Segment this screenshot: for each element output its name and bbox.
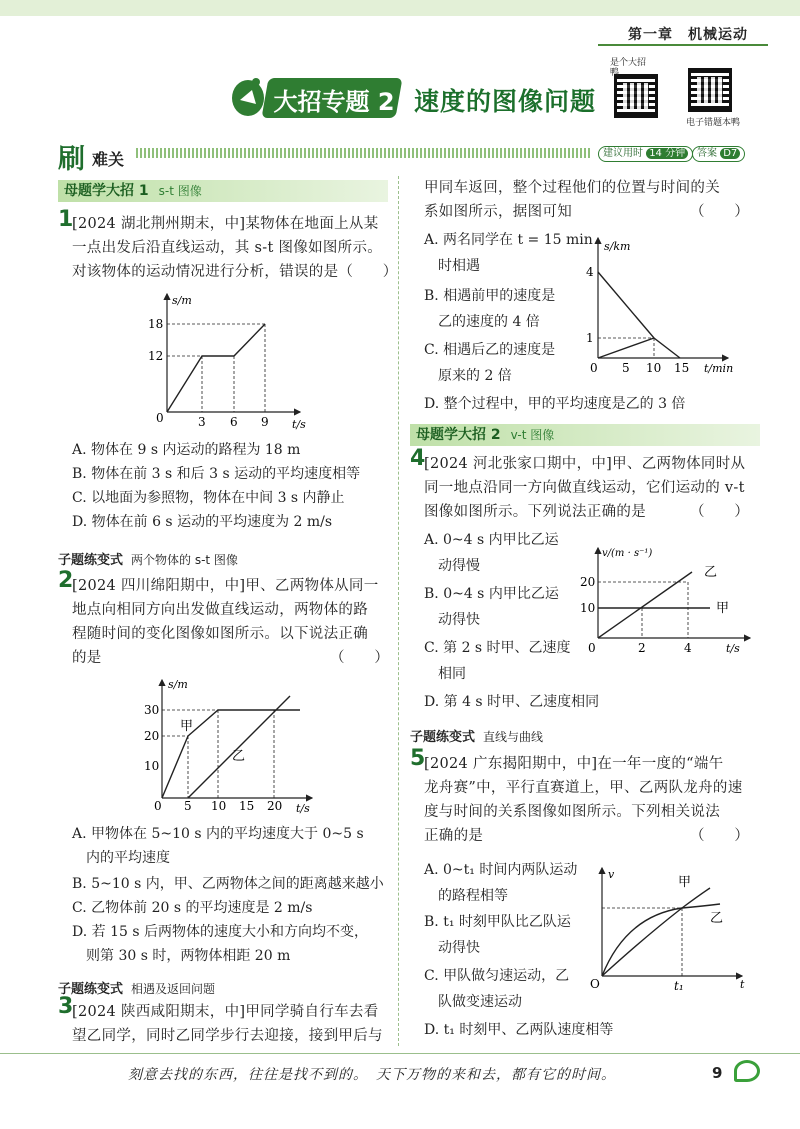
q3-option-c-cont[interactable]: 原来的 2 倍 xyxy=(424,368,512,384)
page-number: 9 xyxy=(712,1064,723,1082)
q1-ytick: 12 xyxy=(148,349,164,363)
q1-option-a[interactable]: A. 物体在 9 s 内运动的路程为 18 m xyxy=(72,442,301,458)
q5-number: 5 xyxy=(410,746,426,771)
q2-number: 2 xyxy=(58,568,74,593)
top-band xyxy=(0,0,800,16)
q5-option-b-cont[interactable]: 动得快 xyxy=(424,940,480,956)
q4-line-2: 同一地点沿同一方向做直线运动，它们运动的 v-t xyxy=(424,480,745,496)
q4-option-a[interactable]: A. 0~4 s 内甲比乙运 xyxy=(424,532,559,548)
q3-line-jia xyxy=(598,272,680,358)
footer-quote: 刻意去找的东西，往往是找不到的。 天下万物的来和去，都有它的时间。 xyxy=(128,1067,616,1083)
variant-header-1 xyxy=(58,549,238,568)
q2-xtick: 15 xyxy=(239,799,255,813)
q5-xtick: t₁ xyxy=(674,979,684,993)
q5-answer-paren[interactable]: （ ） xyxy=(690,828,750,844)
q2-line-3: 程随时间的变化图像如图所示。以下说法正确 xyxy=(72,626,368,642)
q5-option-a-cont[interactable]: 的路程相等 xyxy=(424,888,508,904)
q5-label-yi: 乙 xyxy=(710,911,724,926)
variant-2-sub: 相遇及返回问题 xyxy=(131,982,216,996)
q2-label-yi: 乙 xyxy=(232,749,246,764)
q3-answer-paren[interactable]: （ ） xyxy=(690,204,750,220)
q3-xtick: 5 xyxy=(622,361,630,375)
variant-header-3 xyxy=(410,726,543,745)
qr-code-right[interactable] xyxy=(688,68,732,112)
q1-number: 1 xyxy=(58,207,74,232)
q2-label-jia: 甲 xyxy=(180,719,194,734)
q5-option-c-cont[interactable]: 队做变速运动 xyxy=(424,994,522,1010)
q3-option-a-cont[interactable]: 时相遇 xyxy=(424,258,480,274)
q4-graph xyxy=(580,544,760,658)
q5-line-2: 龙舟赛”中，平行直赛道上，甲、乙两队龙舟的速 xyxy=(424,780,743,796)
q1-line-2: 一点出发后沿直线运动，其 s-t 图像如图所示。 xyxy=(72,240,383,256)
variant-2-title: 子题练变式 xyxy=(58,982,124,997)
q2-option-c[interactable]: C. 乙物体前 20 s 的平均速度是 2 m/s xyxy=(72,900,313,916)
section-header-1 xyxy=(58,180,388,202)
q5-curve-jia xyxy=(602,888,710,976)
q5-line-4: 正确的是 xyxy=(424,828,484,844)
variant-header-2 xyxy=(58,978,215,997)
q3-line-4: 系如图所示，据图可知 xyxy=(424,204,572,220)
q4-label-jia: 甲 xyxy=(716,601,730,616)
q3-option-b-cont[interactable]: 乙的速度的 4 倍 xyxy=(424,314,540,330)
q1-option-d[interactable]: D. 物体在前 6 s 运动的平均速度为 2 m/s xyxy=(72,514,333,530)
qr-code-left[interactable] xyxy=(614,74,658,118)
section-2-title: 母题学大招 2 xyxy=(416,427,501,443)
q2-ytick: 20 xyxy=(144,729,160,743)
q2-option-d[interactable]: D. 若 15 s 后两物体的速度大小和方向均不变， xyxy=(72,924,368,940)
q2-line-2: 地点向相同方向出发做直线运动，两物体的路 xyxy=(72,602,368,618)
section-2-sub: v-t 图像 xyxy=(510,428,555,442)
q4-ytick: 20 xyxy=(580,575,596,589)
q4-ytick: 10 xyxy=(580,601,596,615)
q4-option-b[interactable]: B. 0~4 s 内甲比乙运 xyxy=(424,586,559,602)
section-1-sub: s-t 图像 xyxy=(158,184,202,198)
q4-ylabel: v/(m · s⁻¹) xyxy=(602,548,653,559)
section-header-2 xyxy=(410,424,760,446)
difficulty-label: 难关 xyxy=(92,150,125,169)
q3-number: 3 xyxy=(58,994,74,1019)
q4-label-yi: 乙 xyxy=(704,565,718,580)
q3-graph xyxy=(584,234,744,380)
q1-line-1: [2024 湖北荆州期末，中]某物体在地面上从某 xyxy=(72,216,379,232)
q3-option-d[interactable]: D. 整个过程中，甲的平均速度是乙的 3 倍 xyxy=(424,396,686,412)
banner-tag: 大招专题 2 xyxy=(273,88,395,116)
q2-option-a[interactable]: A. 甲物体在 5~10 s 内的平均速度大于 0~5 s xyxy=(72,826,364,842)
q4-answer-paren[interactable]: （ ） xyxy=(690,504,750,520)
q3-xlabel: t/min xyxy=(704,362,734,375)
q2-graph xyxy=(140,674,320,814)
q2-origin: 0 xyxy=(154,799,162,813)
q2-option-b[interactable]: B. 5~10 s 内，甲、乙两物体之间的距离越来越小 xyxy=(72,876,384,892)
q3-option-c[interactable]: C. 相遇后乙的速度是 xyxy=(424,342,556,358)
q4-option-d[interactable]: D. 第 4 s 时甲、乙速度相同 xyxy=(424,694,600,710)
q5-option-b[interactable]: B. t₁ 时刻甲队比乙队运 xyxy=(424,914,571,930)
q2-xtick: 10 xyxy=(211,799,227,813)
q1-xtick: 3 xyxy=(198,415,206,429)
time-pill xyxy=(598,146,693,162)
q2-ylabel: s/m xyxy=(168,678,188,691)
q4-xtick: 2 xyxy=(638,641,646,655)
section-1-title: 母题学大招 1 xyxy=(64,183,149,199)
q3-line-3: 甲同车返回，整个过程他们的位置与时间的关 xyxy=(424,180,720,196)
answer-value: D7 xyxy=(720,148,740,159)
answer-pill xyxy=(692,146,745,162)
q4-option-c[interactable]: C. 第 2 s 时甲、乙速度 xyxy=(424,640,571,656)
leaf-icon xyxy=(734,1060,760,1082)
q3-xtick: 10 xyxy=(646,361,662,375)
q5-curve-yi xyxy=(602,904,720,976)
q1-origin: 0 xyxy=(156,411,164,425)
q1-xtick: 9 xyxy=(261,415,269,429)
q2-xtick: 20 xyxy=(267,799,283,813)
q2-line-1: [2024 四川绵阳期中，中]甲、乙两物体从同一 xyxy=(72,578,379,594)
q3-line-2: 望乙同学，同时乙同学步行去迎接，接到甲后与 xyxy=(72,1028,383,1044)
q3-xtick: 15 xyxy=(674,361,690,375)
shua-label: 刷 xyxy=(58,144,85,175)
q5-option-d[interactable]: D. t₁ 时刻甲、乙两队速度相等 xyxy=(424,1022,614,1038)
footer-rule xyxy=(0,1053,800,1054)
banner-title: 速度的图像问题 xyxy=(414,87,597,116)
q5-ylabel: v xyxy=(608,868,615,881)
q1-graph xyxy=(140,290,310,430)
q4-option-c-cont[interactable]: 相同 xyxy=(424,666,466,682)
q1-xlabel: t/s xyxy=(292,418,306,430)
qr-left-label: 是个大招鸭 xyxy=(610,58,647,78)
q1-ytick: 18 xyxy=(148,317,164,331)
q2-ytick: 10 xyxy=(144,759,160,773)
q2-line-4: 的是 xyxy=(72,650,102,666)
time-value: 14 分钟 xyxy=(646,148,688,159)
answer-label: 答案 xyxy=(697,148,717,159)
q2-answer-paren[interactable]: （ ） xyxy=(330,650,390,666)
q1-curve xyxy=(167,324,265,412)
q4-number: 4 xyxy=(410,446,426,471)
q5-line-3: 度与时间的关系图像如图所示。下列相关说法 xyxy=(424,804,720,820)
q4-xlabel: t/s xyxy=(726,642,740,655)
q1-option-c[interactable]: C. 以地面为参照物，物体在中间 3 s 内静止 xyxy=(72,490,345,506)
q5-option-a[interactable]: A. 0~t₁ 时间内两队运动 xyxy=(424,862,578,878)
q4-option-a-cont[interactable]: 动得慢 xyxy=(424,558,480,574)
qr-right-label: 电子错题本鸭 xyxy=(686,118,741,128)
variant-1-title: 子题练变式 xyxy=(58,553,124,568)
q1-line-3: 对该物体的运动情况进行分析，错误的是（ ） xyxy=(72,264,398,280)
q3-option-a[interactable]: A. 两名同学在 t = 15 min xyxy=(424,232,593,248)
chapter-underline xyxy=(598,44,768,46)
q2-option-a-cont[interactable]: 内的平均速度 xyxy=(72,850,170,866)
q5-line-1: [2024 广东揭阳期中，中]在一年一度的“端午 xyxy=(424,756,724,772)
chapter-title: 第一章 机械运动 xyxy=(628,27,748,43)
q4-xtick: 4 xyxy=(684,641,692,655)
q3-line-yi xyxy=(598,338,654,358)
q5-origin: O xyxy=(590,977,600,991)
time-label: 建议用时 xyxy=(603,148,643,159)
q2-xtick: 5 xyxy=(184,799,192,813)
q5-option-c[interactable]: C. 甲队做匀速运动，乙 xyxy=(424,968,570,984)
variant-3-title: 子题练变式 xyxy=(410,730,476,745)
q1-option-b[interactable]: B. 物体在前 3 s 和后 3 s 运动的平均速度相等 xyxy=(72,466,361,482)
q2-ytick: 30 xyxy=(144,703,160,717)
q3-ylabel: s/km xyxy=(604,240,631,253)
q1-ylabel: s/m xyxy=(172,294,192,307)
q4-line-1: [2024 河北张家口期中，中]甲、乙两物体同时从 xyxy=(424,456,746,472)
q4-option-b-cont[interactable]: 动得快 xyxy=(424,612,480,628)
q5-graph xyxy=(586,864,756,994)
variant-1-sub: 两个物体的 s-t 图像 xyxy=(131,553,238,567)
q4-line-3: 图像如图所示。下列说法正确的是 xyxy=(424,504,646,520)
q3-ytick: 4 xyxy=(586,265,594,279)
q3-option-b[interactable]: B. 相遇前甲的速度是 xyxy=(424,288,556,304)
q1-xtick: 6 xyxy=(230,415,238,429)
dotted-rule xyxy=(136,148,592,158)
q3-line-1: [2024 陕西咸阳期末，中]甲同学骑自行车去看 xyxy=(72,1004,379,1020)
q3-origin: 0 xyxy=(590,361,598,375)
variant-3-sub: 直线与曲线 xyxy=(483,730,544,744)
q3-ytick: 1 xyxy=(586,331,594,345)
q2-line-yi xyxy=(188,696,290,798)
q5-xlabel: t xyxy=(740,978,745,991)
column-divider xyxy=(398,176,399,1046)
q4-origin: 0 xyxy=(588,641,596,655)
q5-label-jia: 甲 xyxy=(678,875,692,890)
q2-xlabel: t/s xyxy=(296,802,310,814)
q2-option-d-cont[interactable]: 则第 30 s 时，两物体相距 20 m xyxy=(72,948,291,964)
